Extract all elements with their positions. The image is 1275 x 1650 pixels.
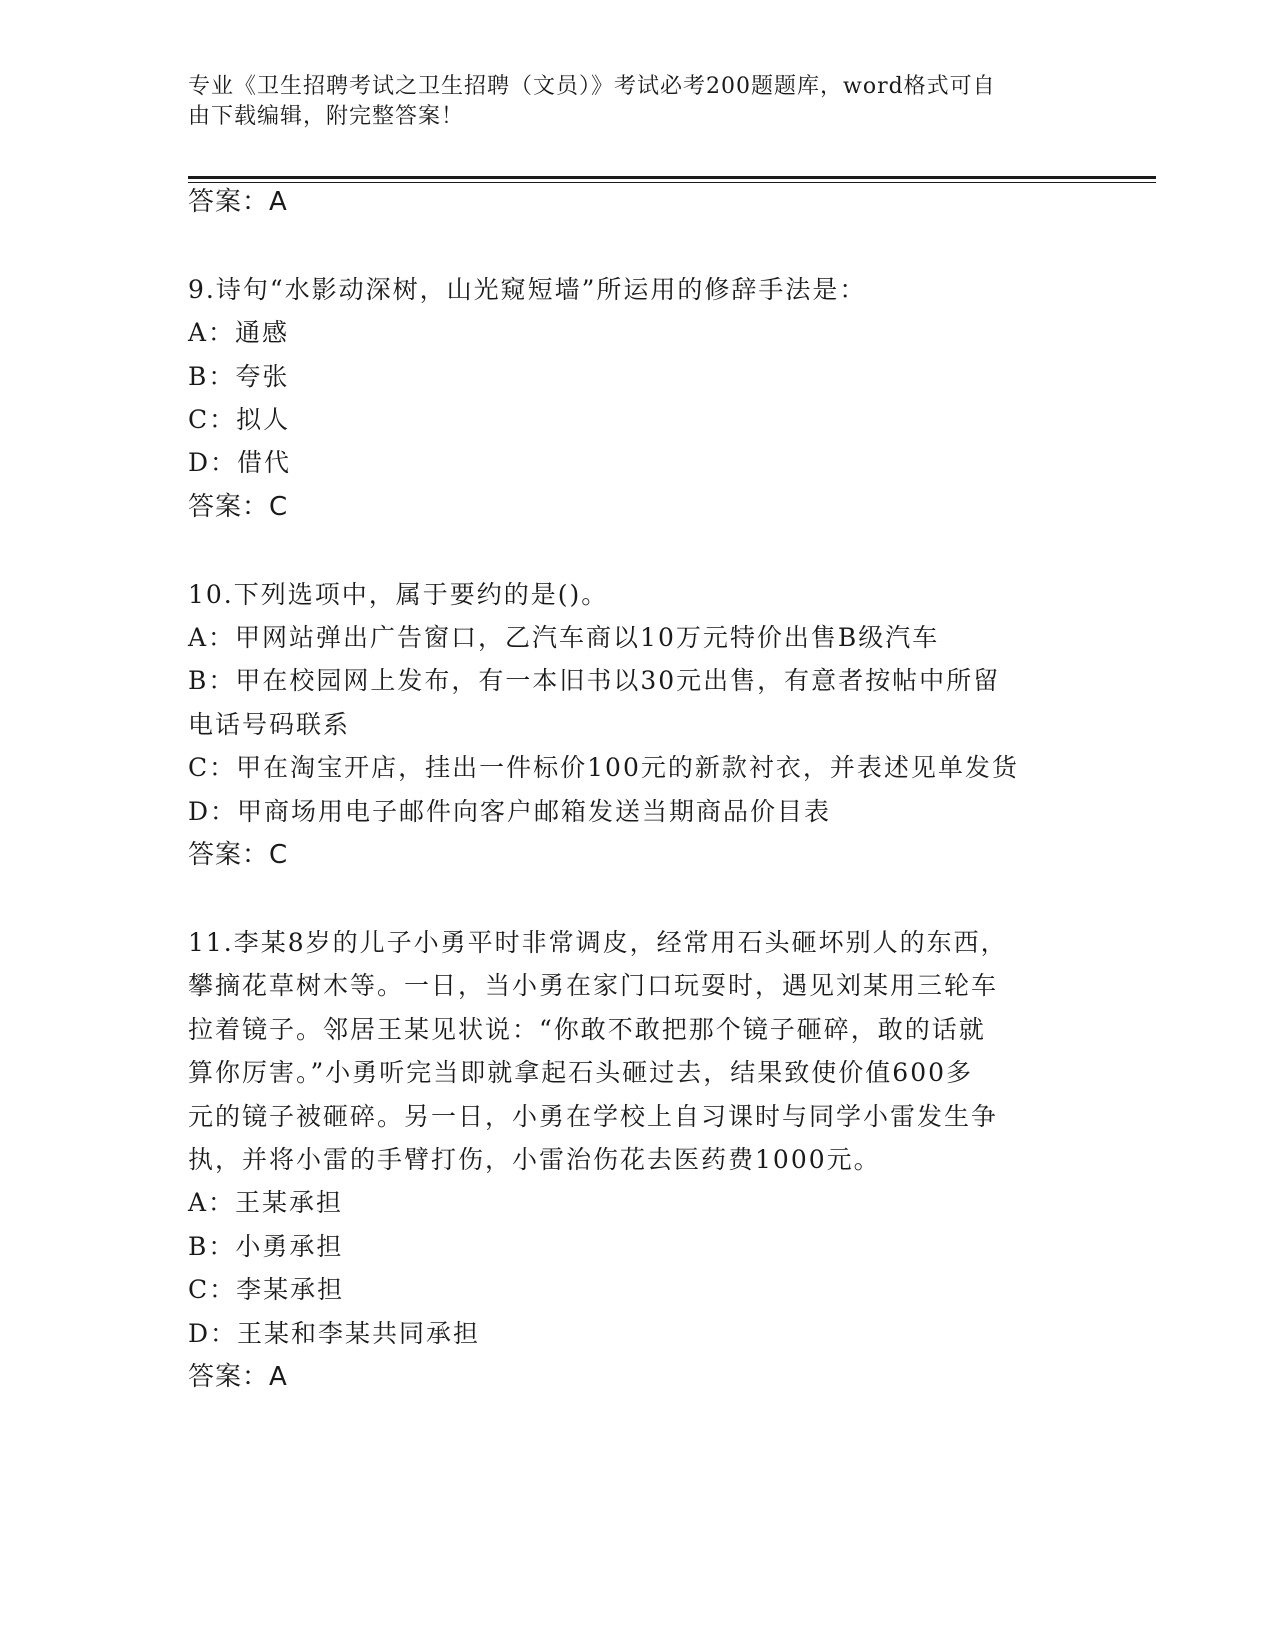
answer-label: 答案：C bbox=[188, 492, 289, 522]
question-stem: 攀摘花草树木等。一日，当小勇在家门口玩耍时，遇见刘某用三轮车 bbox=[188, 971, 999, 1000]
option-b: B：甲在校园网上发布，有一本旧书以30元出售，有意者按帖中所留 bbox=[188, 666, 1001, 695]
option-c: C：甲在淘宝开店，挂出一件标价100元的新款衬衣，并表述见单发货 bbox=[188, 753, 1019, 782]
question-stem: 元的镜子被砸碎。另一日，小勇在学校上自习课时与同学小雷发生争 bbox=[188, 1102, 999, 1131]
question-stem: 拉着镜子。邻居王某见状说：“你敢不敢把那个镜子砸碎，敢的话就 bbox=[188, 1015, 986, 1044]
option-d: D：甲商场用电子邮件向客户邮箱发送当期商品价目表 bbox=[188, 797, 832, 826]
header-line-1: 专业《卫生招聘考试之卫生招聘（文员）》考试必考200题题库，word格式可自 bbox=[188, 74, 996, 99]
header-divider-thin bbox=[188, 182, 1156, 183]
header-divider-thick bbox=[188, 176, 1156, 179]
question-stem: 算你厉害。”小勇听完当即就拿起石头砸过去，结果致使价值600多 bbox=[188, 1058, 974, 1087]
option-a: A：王某承担 bbox=[188, 1188, 344, 1217]
option-d: D：王某和李某共同承担 bbox=[188, 1319, 481, 1348]
option-b: B：夸张 bbox=[188, 362, 290, 391]
question-stem: 10.下列选项中，属于要约的是()。 bbox=[188, 580, 609, 609]
question-stem: 11.李某8岁的儿子小勇平时非常调皮，经常用石头砸坏别人的东西， bbox=[188, 928, 1008, 957]
header-line-2: 由下载编辑，附完整答案！ bbox=[188, 104, 465, 129]
option-a: A：甲网站弹出广告窗口，乙汽车商以10万元特价出售B级汽车 bbox=[188, 623, 940, 652]
document-header bbox=[188, 72, 1068, 132]
question-stem: 执，并将小雷的手臂打伤，小雷治伤花去医药费1000元。 bbox=[188, 1145, 881, 1174]
answer-label: 答案：A bbox=[188, 1362, 288, 1392]
option-a: A：通感 bbox=[188, 318, 290, 347]
option-c: C：拟人 bbox=[188, 405, 291, 434]
answer-label: 答案：C bbox=[188, 840, 289, 870]
option-d: D：借代 bbox=[188, 448, 292, 477]
answer-label: 答案：A bbox=[188, 187, 288, 217]
option-b: B：小勇承担 bbox=[188, 1232, 344, 1261]
option-b-continued: 电话号码联系 bbox=[188, 710, 351, 739]
option-c: C：李某承担 bbox=[188, 1275, 345, 1304]
question-stem: 9.诗句“水影动深树，山光窥短墙”所运用的修辞手法是： bbox=[188, 275, 867, 304]
